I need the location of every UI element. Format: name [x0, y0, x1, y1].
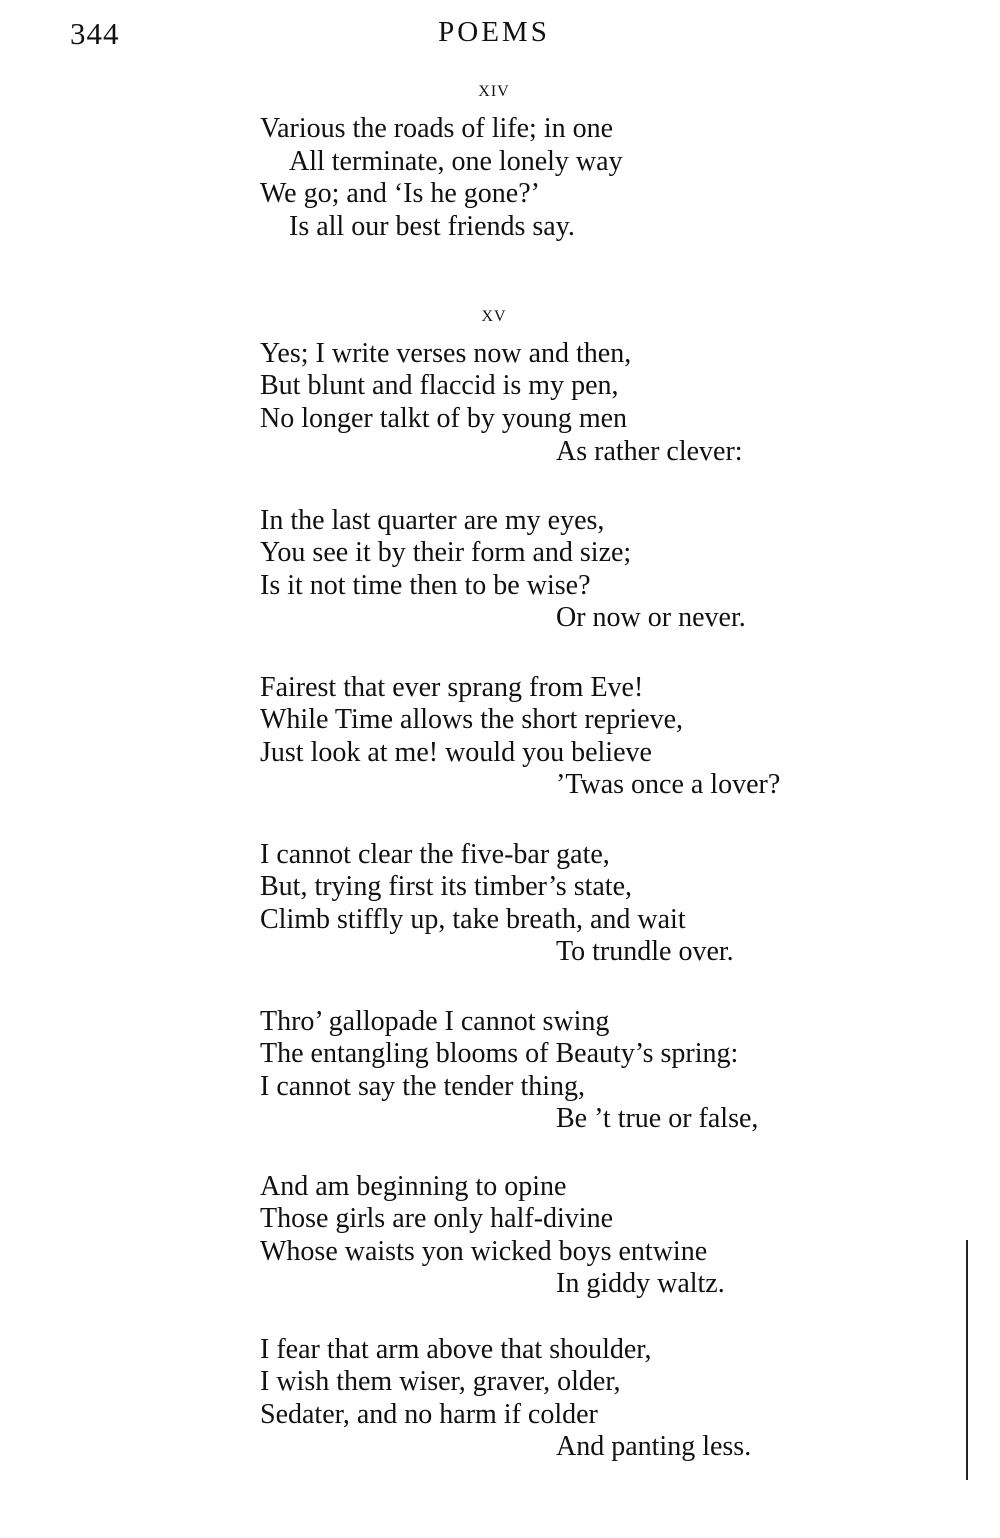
verse-line: The entangling blooms of Beauty’s spring:: [260, 1038, 739, 1069]
verse-line: Thro’ gallopade I cannot swing: [260, 1006, 610, 1037]
verse-line: But, trying first its timber’s state,: [260, 871, 633, 902]
verse-line: Is all our best friends say.: [289, 211, 575, 242]
section-numeral: xv: [481, 301, 507, 326]
verse-line: I fear that arm above that shoulder,: [260, 1334, 652, 1365]
verse-line: Fairest that ever sprang from Eve!: [260, 672, 644, 703]
refrain-line: ’Twas once a lover?: [556, 769, 781, 800]
page-number: 344: [70, 16, 120, 51]
verse-line: While Time allows the short reprieve,: [260, 704, 684, 735]
verse-line: Yes; I write verses now and then,: [260, 338, 632, 369]
refrain-line: And panting less.: [556, 1431, 752, 1462]
refrain-line: In giddy waltz.: [556, 1268, 725, 1299]
verse-line: All terminate, one lonely way: [289, 146, 623, 177]
verse-line: I wish them wiser, graver, older,: [260, 1366, 621, 1397]
verse-line: No longer talkt of by young men: [260, 403, 628, 434]
refrain-line: Or now or never.: [556, 602, 746, 633]
verse-line: We go; and ‘Is he gone?’: [260, 178, 540, 209]
verse-line: I cannot clear the five-bar gate,: [260, 839, 610, 870]
verse-line: In the last quarter are my eyes,: [260, 505, 605, 536]
verse-line: You see it by their form and size;: [260, 537, 632, 568]
verse-line: I cannot say the tender thing,: [260, 1071, 586, 1102]
verse-line: Whose waists yon wicked boys entwine: [260, 1236, 708, 1267]
verse-line: Climb stiffly up, take breath, and wait: [260, 904, 686, 935]
running-title: POEMS: [438, 16, 550, 48]
verse-line: Those girls are only half-divine: [260, 1203, 614, 1234]
verse-line: Is it not time then to be wise?: [260, 570, 591, 601]
verse-line: Sedater, and no harm if colder: [260, 1399, 598, 1430]
verse-line: Just look at me! would you believe: [260, 737, 652, 768]
verse-line: But blunt and flaccid is my pen,: [260, 370, 619, 401]
section-numeral: xiv: [478, 76, 510, 101]
refrain-line: To trundle over.: [556, 936, 734, 967]
page-edge-rule: [966, 1240, 968, 1480]
refrain-line: Be ’t true or false,: [556, 1103, 759, 1134]
verse-line: And am beginning to opine: [260, 1171, 567, 1202]
verse-line: Various the roads of life; in one: [260, 113, 614, 144]
refrain-line: As rather clever:: [556, 436, 743, 467]
